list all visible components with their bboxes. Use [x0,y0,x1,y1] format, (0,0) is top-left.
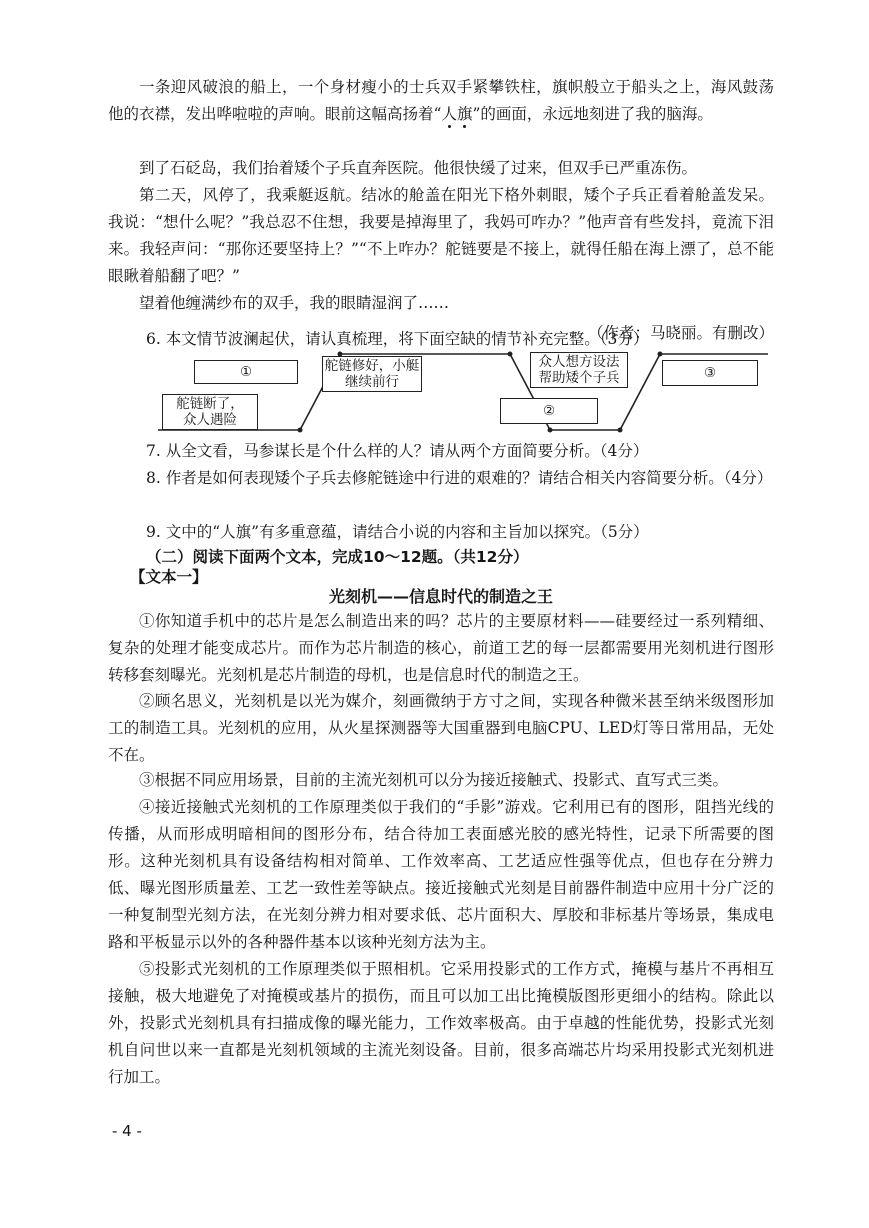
article-title: 光刻机——信息时代的制造之王 [328,587,553,606]
plot-blank-2: ② [500,398,598,424]
question-7: 7. 从全文看，马参谋长是个什么样的人？请从两个方面简要分析。（4分） [146,442,649,460]
story-paragraph-4: 望着他缠满纱布的双手，我的眼睛湿润了…… [139,294,450,312]
page-number: - 4 - [112,1122,142,1140]
plot-flow-diagram [150,348,770,438]
text-1-label: 【文本一】 [130,568,208,586]
plot-blank-3: ③ [662,360,758,386]
question-8: 8. 作者是如何表现矮个子兵去修舵链途中行进的艰难的？请结合相关内容简要分析。（4分） [146,469,773,487]
article-paragraph-2: ②顾名思义，光刻机是以光为媒介，刻画微纳于方寸之间，实现各种微米甚至纳米级图形加工的制造工具。光刻机的应用，从火星探测器等大国重器到电脑CPU、LED灯等日常用品，无处不在。 [108,692,774,764]
story-paragraph-3: 第二天，风停了，我乘艇返航。结冰的舱盖在阳光下格外刺眼，矮个子兵正看着舱盖发呆。我说：“想什么呢？”我总忍不住想，我要是掉海里了，我妈可咋办？”他声音有些发抖，竟流下泪来。我轻声问：“那你还要坚持上？”“不上咋办？舵链要是不接上，就得任船在海上漂了，总不能眼瞅着船翻了吧？” [108,186,774,285]
plot-box-repaired: 舵链修好，小艇继续前行 [322,356,422,392]
plot-blank-1: ① [194,360,298,384]
author-credit: （作者：马晓丽。有删改） [587,324,774,342]
plot-box-help: 众人想方设法帮助矮个子兵 [530,352,628,388]
plot-box-danger: 舵链断了，众人遇险 [162,394,258,430]
story-paragraph-2: 到了石砭岛，我们抬着矮个子兵直奔医院。他很快缓了过来，但双手已严重冻伤。 [139,159,698,177]
article-paragraph-5: ⑤投影式光刻机的工作原理类似于照相机。它采用投影式的工作方式，掩模与基片不再相互接触，极大地避免了对掩模或基片的损伤，而且可以加工出比掩模版图形更细小的结构。除此以外，投影式光刻机具有扫描成像的曝光能力，工作效率极高。由于卓越的性能优势，投影式光刻机自问世以来一直都是光刻机领域的主流光刻设备。目前，很多高端芯片均采用投影式光刻机进行加工。 [108,960,774,1086]
section-2-heading: （二）阅读下面两个文本，完成10～12题。（共12分） [146,548,529,566]
article-paragraph-3: ③根据不同应用场景，目前的主流光刻机可以分为接近接触式、投影式、直写式三类。 [139,771,729,789]
article-paragraph-1: ①你知道手机中的芯片是怎么制造出来的吗？芯片的主要原材料——硅要经过一系列精细、复杂的处理才能变成芯片。而作为芯片制造的核心，前道工艺的每一层都需要用光刻机进行图形转移套刻曝光。光刻机是芯片制造的母机，也是信息时代的制造之王。 [108,612,774,684]
question-6: 6. 本文情节波澜起伏，请认真梳理，将下面空缺的情节补充完整。（3分） [146,330,649,348]
question-9: 9. 文中的“人旗”有多重意蕴，请结合小说的内容和主旨加以探究。（5分） [146,523,649,541]
article-paragraph-4: ④接近接触式光刻机的工作原理类似于我们的“手影”游戏。它利用已有的图形，阻挡光线的传播，从而形成明暗相间的图形分布，结合待加工表面感光胶的感光特性，记录下所需要的图形。这种光刻机具有设备结构相对简单、工作效率高、工艺适应性强等优点，但也存在分辨力低、曝光图形质量差、工艺一致性差等缺点。接近接触式光刻是目前器件制造中应用十分广泛的一种复制型光刻方法，在光刻分辨力相对要求低、芯片面积大、厚胶和非标基片等场景，集成电路和平板显示以外的各种器件基本以该种光刻方法为主。 [108,798,774,951]
story-paragraph-1: 一条迎风破浪的船上，一个身材瘦小的士兵双手紧攀铁柱，旗帜般立于船头之上，海风鼓荡他的衣襟，发出哗啦啦的声响。眼前这幅高扬着“人旗”的画面，永远地刻进了我的脑海。 [108,78,774,123]
